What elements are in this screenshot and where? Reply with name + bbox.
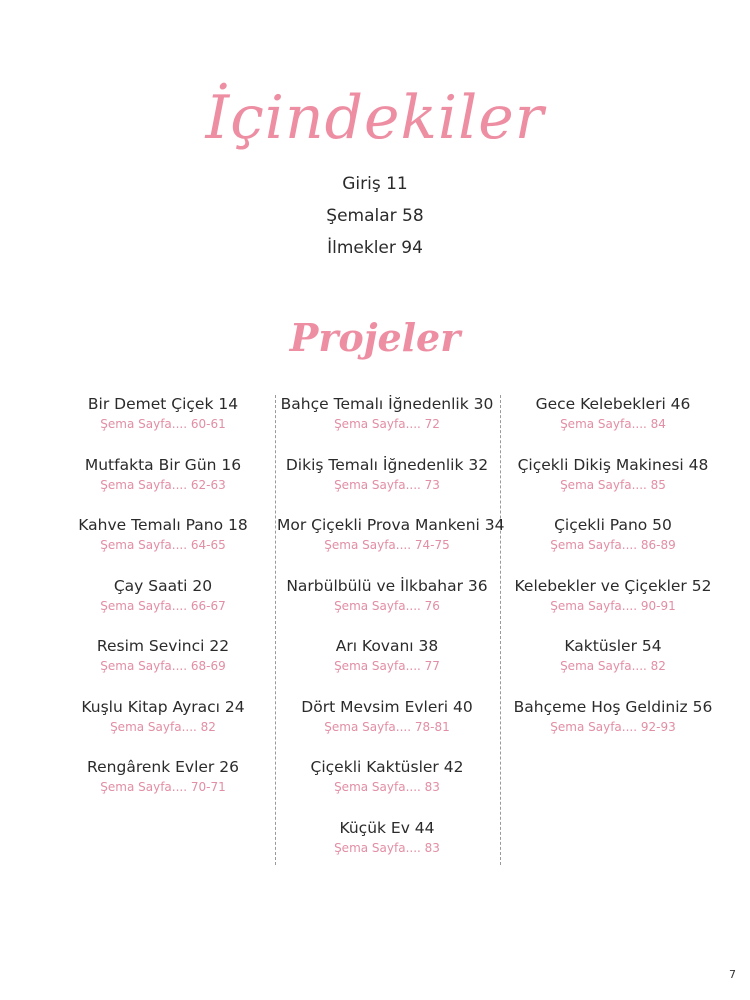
project-entry [503,392,723,453]
project-title: Resim Sevinci 22 [96,637,230,655]
project-title: Çay Saati 20 [113,576,213,595]
pattern-page-ref: Şema Sayfa.... 83 [334,780,440,794]
project-title: Dört Mevsim Evleri 40 [301,697,473,716]
pattern-page-ref: Şema Sayfa.... 86-89 [550,538,676,552]
project-title: Bahçe Temalı İğnedenlik 30 [280,395,494,413]
project-title: Gece Kelebekleri 46 [535,395,691,413]
project-entry [503,574,723,635]
project-title: Arı Kovanı 38 [335,637,439,655]
project-title: Çiçekli Kaktüsler 42 [310,758,464,776]
project-entry [277,453,497,514]
projects-column-2 [277,392,505,876]
pattern-page-ref: Şema Sayfa.... 90-91 [550,598,676,613]
project-title: Kelebekler ve Çiçekler 52 [514,576,712,595]
project-entry [53,513,273,574]
project-entry [277,392,497,453]
project-entry [53,574,273,635]
project-entry [53,634,273,695]
pattern-page-ref: Şema Sayfa.... 73 [334,477,440,492]
section-title: Projeler [289,315,461,360]
pattern-page-ref: Şema Sayfa.... 68-69 [100,659,226,673]
pattern-page-ref: Şema Sayfa.... 64-65 [100,538,226,552]
project-entry [277,695,497,756]
projects-column-1 [53,392,273,816]
intro-item-giris: Giriş 11 [342,174,408,194]
project-title: Mor Çiçekli Prova Mankeni 34 [277,516,505,534]
column-divider [275,395,276,865]
project-entry [277,574,497,635]
project-title: Çiçekli Dikiş Makinesi 48 [517,455,709,474]
pattern-page-ref: Şema Sayfa.... 82 [560,659,666,673]
page-title: İçindekiler [205,83,545,153]
intro-list [0,168,750,264]
project-entry [503,695,723,756]
project-entry [53,695,273,756]
pattern-page-ref: Şema Sayfa.... 82 [110,719,216,734]
pattern-page-ref: Şema Sayfa.... 62-63 [100,477,226,492]
project-title: Mutfakta Bir Gün 16 [84,455,242,474]
project-title: Rengârenk Evler 26 [87,758,239,776]
pattern-page-ref: Şema Sayfa.... 70-71 [100,780,226,794]
project-entry [277,513,505,574]
project-title: Çiçekli Pano 50 [554,516,672,534]
pattern-page-ref: Şema Sayfa.... 78-81 [324,719,450,734]
project-entry [53,392,273,453]
project-title: Küçük Ev 44 [339,818,435,837]
project-title: Kuşlu Kitap Ayracı 24 [81,697,245,716]
pattern-page-ref: Şema Sayfa.... 92-93 [550,719,676,734]
project-entry [277,816,497,877]
intro-item-ilmekler: İlmekler 94 [327,238,423,258]
project-title: Bahçeme Hoş Geldiniz 56 [513,697,713,716]
project-entry [503,634,723,695]
pattern-page-ref: Şema Sayfa.... 66-67 [100,598,226,613]
page-number: 7 [729,968,736,981]
project-entry [503,513,723,574]
pattern-page-ref: Şema Sayfa.... 84 [560,417,666,431]
project-entry [503,453,723,514]
pattern-page-ref: Şema Sayfa.... 83 [334,840,440,855]
project-title: Kahve Temalı Pano 18 [78,516,248,534]
project-title: Narbülbülü ve İlkbahar 36 [286,576,488,595]
pattern-page-ref: Şema Sayfa.... 85 [560,477,666,492]
pattern-page-ref: Şema Sayfa.... 74-75 [324,538,450,552]
projects-column-3 [503,392,723,755]
project-entry [277,634,497,695]
project-title: Kaktüsler 54 [564,637,662,655]
project-title: Dikiş Temalı İğnedenlik 32 [285,455,489,474]
project-entry [53,453,273,514]
project-entry [277,755,497,816]
column-divider [500,395,501,865]
intro-item-semalar: Şemalar 58 [326,206,424,226]
project-entry [53,755,273,816]
pattern-page-ref: Şema Sayfa.... 76 [334,598,440,613]
pattern-page-ref: Şema Sayfa.... 72 [334,417,440,431]
pattern-page-ref: Şema Sayfa.... 77 [334,659,440,673]
project-title: Bir Demet Çiçek 14 [87,395,239,413]
pattern-page-ref: Şema Sayfa.... 60-61 [100,417,226,431]
